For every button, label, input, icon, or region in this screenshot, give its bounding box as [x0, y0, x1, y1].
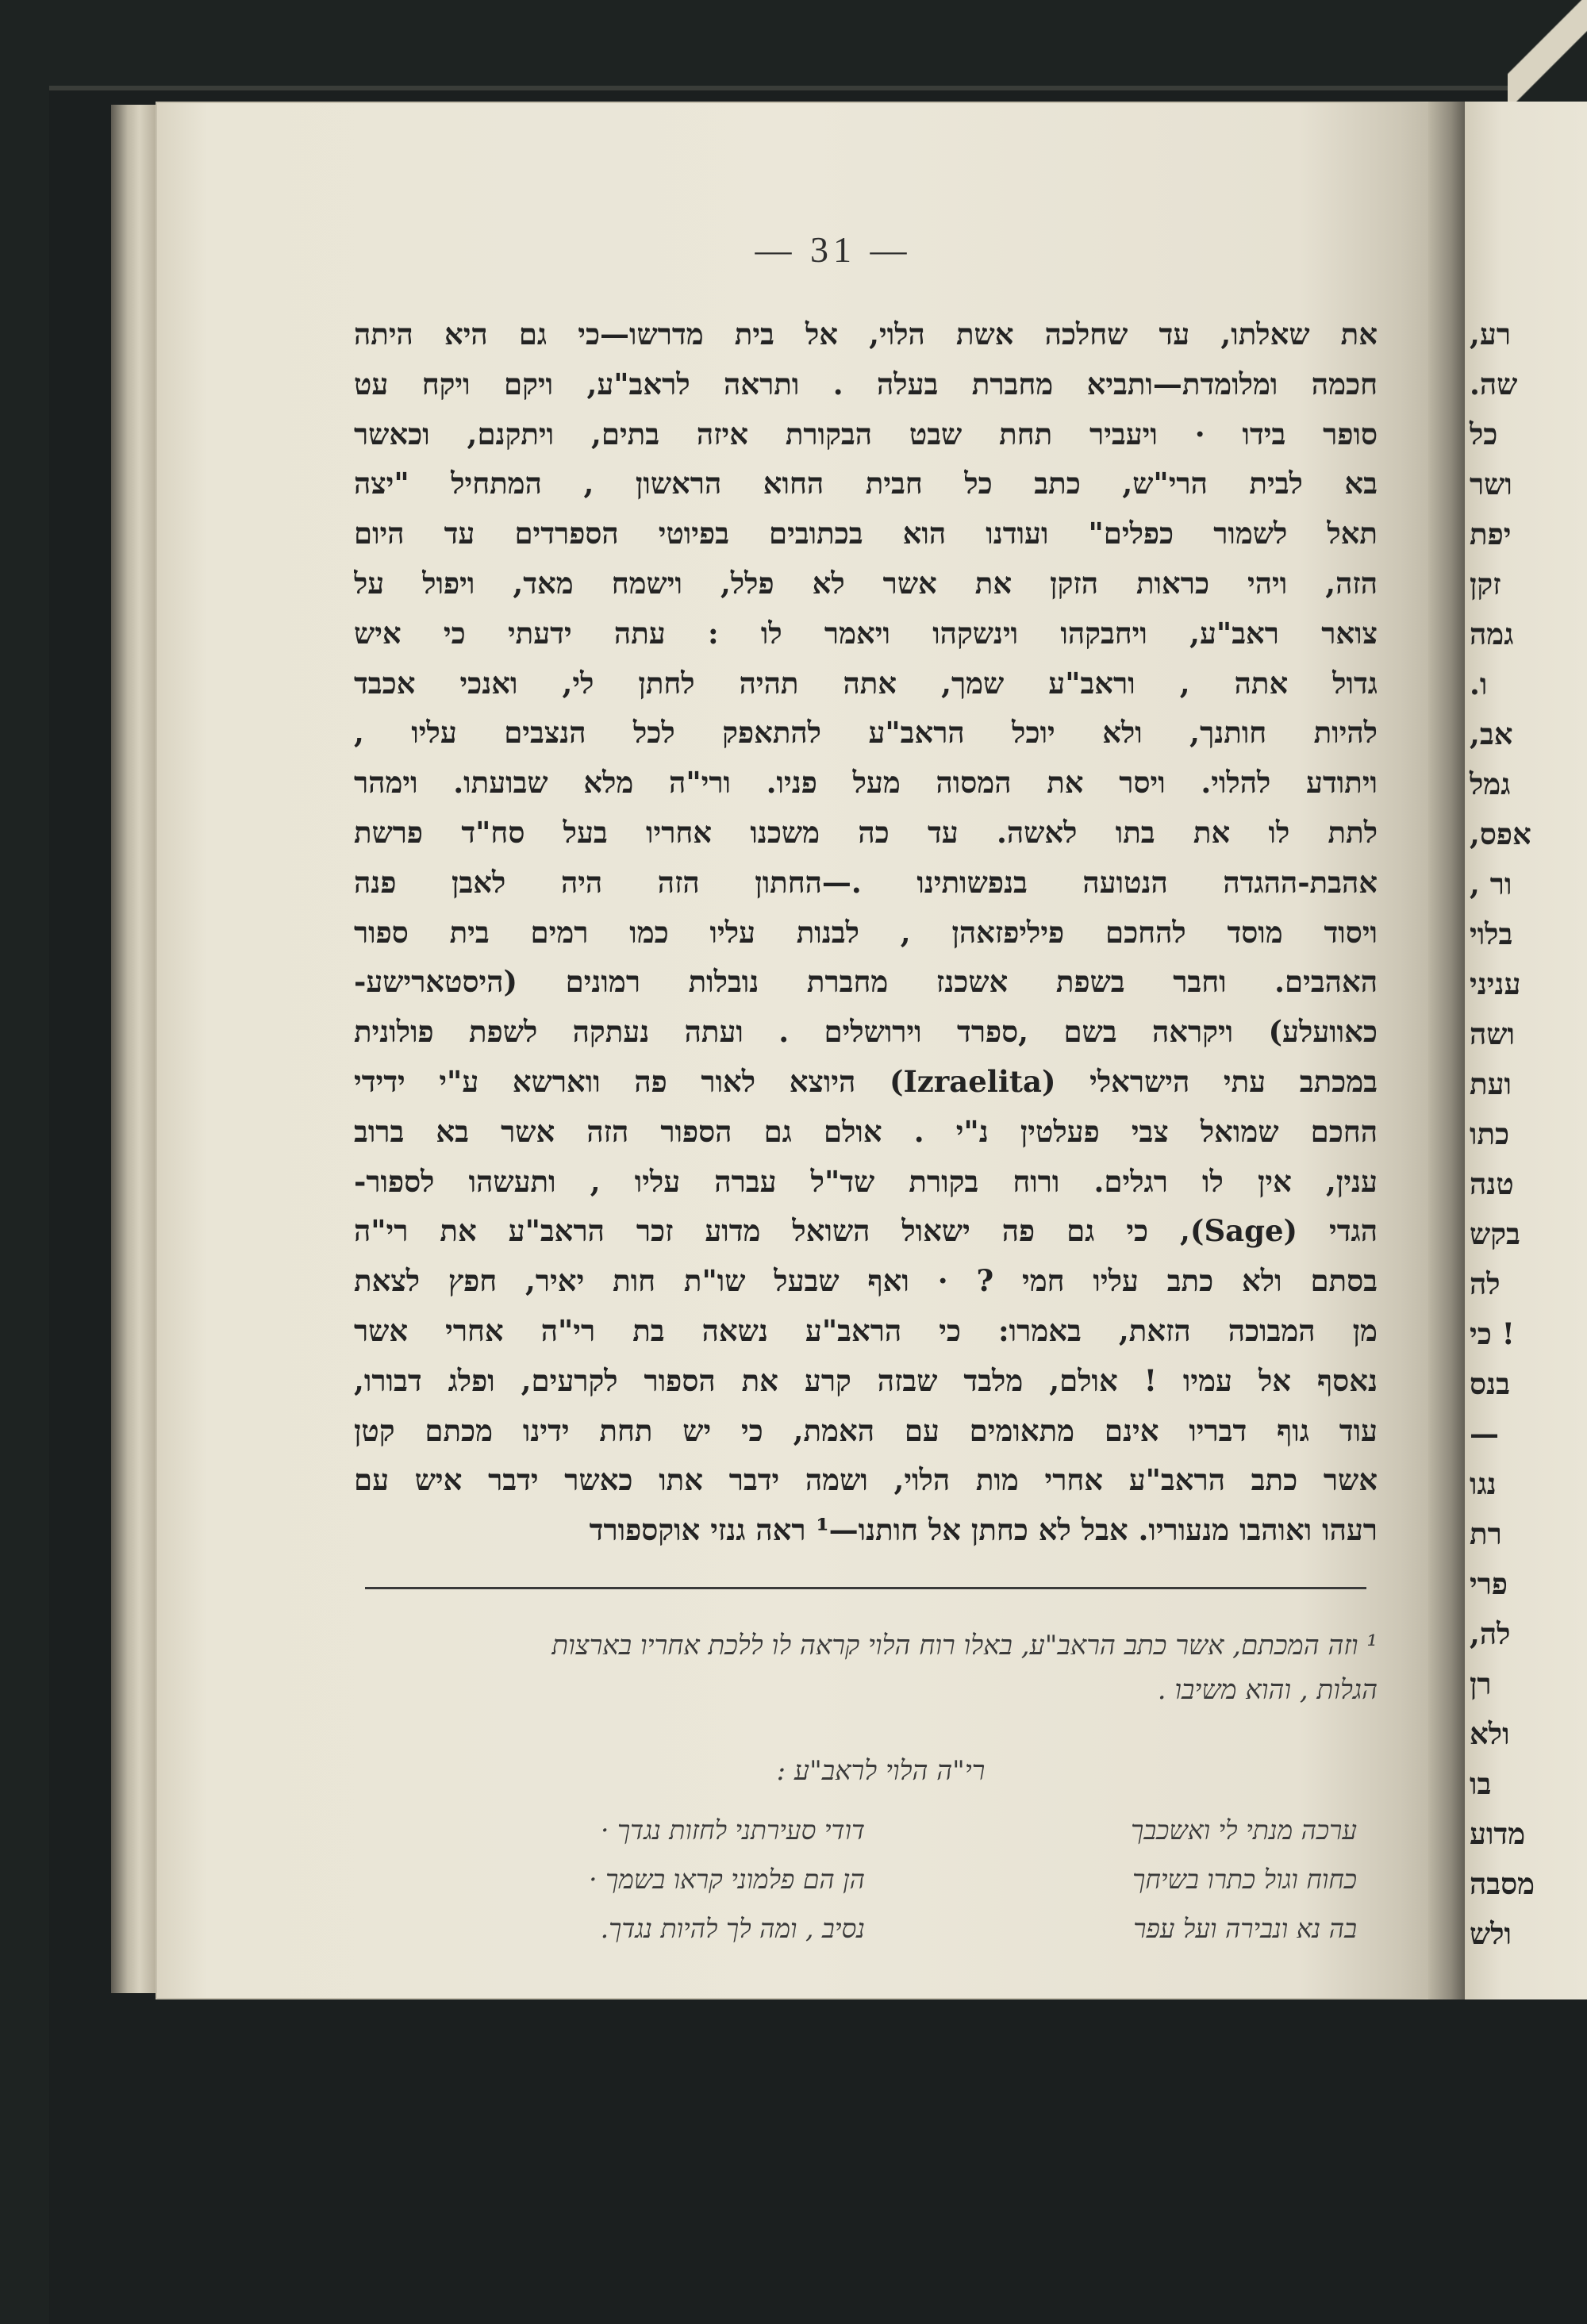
text-line: אהבת-ההגדה הנטועה בנפשותינו .—החתון הזה היה לאבן פנה	[354, 864, 1378, 900]
poem-row	[373, 1806, 1357, 1855]
poem-hemistich: ערכה מנתי לי ואשכבך	[1131, 1815, 1357, 1846]
poem-hemistich: כחוח וגול כתרו בשיחך	[1132, 1864, 1357, 1895]
main-text-block	[354, 309, 1378, 1555]
right-page-line: זקן	[1470, 567, 1501, 601]
right-page-line: עניני	[1470, 966, 1521, 1001]
right-page-line: טנה	[1470, 1166, 1514, 1201]
text-line: אשר כתב הראב"ע אחרי מות הלוי, ושמה ידבר אתו כאשר ידבר איש עם	[354, 1462, 1378, 1498]
right-page-line: אב,	[1470, 716, 1513, 751]
text-line: הגדי (Sage), כי גם פה ישאול השואל מדוע זכר הראב"ע את רי"ה	[354, 1213, 1378, 1249]
right-page-line: כתו	[1470, 1116, 1510, 1151]
right-page-line: נגו	[1470, 1466, 1497, 1501]
right-page-line: מסבה	[1470, 1866, 1535, 1901]
right-page-line: ! כי	[1470, 1316, 1515, 1351]
right-page-line: פרי	[1470, 1566, 1508, 1601]
text-line: עוד גוף דבריו אינם מתאומים עם האמת, כי יש תחת ידינו מכתם קטן	[354, 1412, 1378, 1448]
right-page-line: גמל	[1470, 766, 1511, 801]
right-page-text	[1465, 309, 1587, 1959]
right-page-fragment	[1465, 102, 1587, 1999]
text-line: ענין, אין לו רגלים. ורוח בקורת שד"ל עברה עליו , ותעשהו לספור-	[354, 1163, 1378, 1199]
right-page-line: בקש	[1470, 1216, 1520, 1251]
text-line: ויסוד מוסד להחכם פיליפזאהן , לבנות עליו כמו רמים בית ספור	[354, 914, 1378, 950]
right-page-line: רת	[1470, 1516, 1502, 1551]
page-edges	[111, 105, 159, 1993]
right-page-line: ור ,	[1470, 866, 1512, 901]
text-line: בסתם ולא כתב עליו חמי ? · ואף שבעל שו"ת חות יאיר, חפץ לצאת	[354, 1263, 1378, 1299]
right-page-line: לה,	[1470, 1616, 1511, 1651]
text-line: תאל לשמור כפלים" ועודנו הוא בכתובים בפיוטי הספרדים עד היום	[354, 516, 1378, 551]
footnote-line: ¹ וזה המכתם, אשר כתב הראב"ע, באלו רוח הלוי קראה לו ללכת אחריו בארצות	[551, 1630, 1378, 1661]
text-line: להיות חותנך, ולא יוכל הראב"ע להתאפק לכל הנצבים עליו ,	[354, 715, 1378, 751]
book-gutter	[1428, 102, 1466, 1999]
text-line: נאסף אל עמיו ! אולם, מלבד שבזה קרע את הספור לקרעים, ופלג דבורו,	[354, 1362, 1378, 1398]
right-page-line: מדוע	[1470, 1816, 1526, 1851]
text-line: האהבים. וחבר בשפת אשכנז מחברת נובלות רמונים (היסטארישע-	[354, 964, 1378, 1000]
text-line: החכם שמואל צבי פעלטין נ"י . אולם גם הספור הזה אשר בא ברוב	[354, 1113, 1378, 1149]
text-line: גדול אתה , וראב"ע שמך, אתה תהיה לחתן לי, ואנכי אכבד	[354, 665, 1378, 701]
right-page-line: גמה	[1470, 617, 1514, 651]
right-page-line: ושה	[1470, 1016, 1515, 1051]
poem-row	[373, 1855, 1357, 1904]
poem-hemistich: הן הם פלמוני קראו בשמך ·	[589, 1864, 865, 1895]
right-page-line: רע,	[1470, 317, 1511, 351]
page-number: — 31 —	[755, 229, 912, 270]
footnote-block	[354, 1623, 1378, 1712]
text-line: חכמה ומלומדת—ותביא מחברת בעלה . ותראה לראב"ע, ויקם ויקח עט	[354, 366, 1378, 401]
right-page-line: ולש	[1470, 1916, 1512, 1951]
text-line: צואר ראב"ע, ויחבקהו וינשקהו ויאמר לו : עתה ידעתי כי איש	[354, 615, 1378, 651]
text-line: את שאלתו, עד שחלכה אשת הלוי, אל בית מדרשו—כי גם היא היתה	[354, 317, 1378, 351]
right-page-line: ו.	[1470, 666, 1488, 701]
text-line: כאוועלע) ויקראה בשם ,ספרד וירושלים . ועתה נעתקה לשפת פולונית	[354, 1014, 1378, 1050]
right-page-line: רן	[1470, 1666, 1492, 1701]
footnote-line: הגלות , והוא משיבו .	[1157, 1674, 1378, 1706]
right-page-line: —	[1470, 1416, 1499, 1451]
right-page-line: ועת	[1470, 1066, 1512, 1101]
right-page-line: ולא	[1470, 1716, 1510, 1751]
right-page-line: בלוי	[1470, 916, 1513, 951]
poem-block	[373, 1806, 1357, 1953]
text-line: לתת לו את בתו לאשה. עד כה משכנו אחריו בעל סח"ד פרשת	[354, 814, 1378, 850]
right-page-line: שה.	[1470, 367, 1518, 401]
right-page-line: כל	[1470, 417, 1498, 451]
poem-hemistich: דודי סעירתני לחזות נגדך ·	[600, 1815, 865, 1846]
right-page-line: בו	[1470, 1766, 1492, 1801]
poem-hemistich: בה נא ונבירה ועל עפר	[1133, 1913, 1357, 1944]
text-line: מן המבוכה הזאת, באמרו: כי הראב"ע נשאה בת רי"ה אחרי אשר	[354, 1312, 1378, 1348]
text-line: ויתודע להלוי. ויסר את המסוה מעל פניו. ורי"ה מלא שבועתו. וימהר	[354, 765, 1378, 801]
right-page-line: ושר	[1470, 467, 1512, 501]
poem-hemistich: נסיב , ומה לך להיות נגדך.	[600, 1913, 865, 1944]
text-line: בא לבית הרי"ש, כתב כל חבית החוא הראשון , המתחיל "יצה	[354, 466, 1378, 501]
right-page-line: בנס	[1470, 1366, 1510, 1401]
footnote-separator	[365, 1587, 1366, 1589]
poem-title: רי"ה הלוי לראב"ע :	[776, 1755, 986, 1787]
text-line: הזה, ויהי כראות הזקן את אשר לא פלל, וישמח מאד, ויפול על	[354, 565, 1378, 601]
poem-row	[373, 1904, 1357, 1953]
text-line: רעהו ואוהבו מנעוריו. אבל לא כחתן אל חותנו—¹ ראה גנזי אוקספורד	[589, 1512, 1378, 1548]
text-line: סופר בידו · ויעביר תחת שבט הבקורת איזה בתים, ויתקנם, וכאשר	[354, 416, 1378, 451]
text-line: במכתב עתי הישראלי (Izraelita) היוצא לאור פה ווארשא ע"י ידידי	[354, 1063, 1378, 1099]
torn-page-corner	[1508, 0, 1587, 103]
right-page-line: לה	[1470, 1266, 1501, 1301]
right-page-line: אפס,	[1470, 816, 1531, 851]
right-page-line: יפת	[1470, 517, 1512, 551]
